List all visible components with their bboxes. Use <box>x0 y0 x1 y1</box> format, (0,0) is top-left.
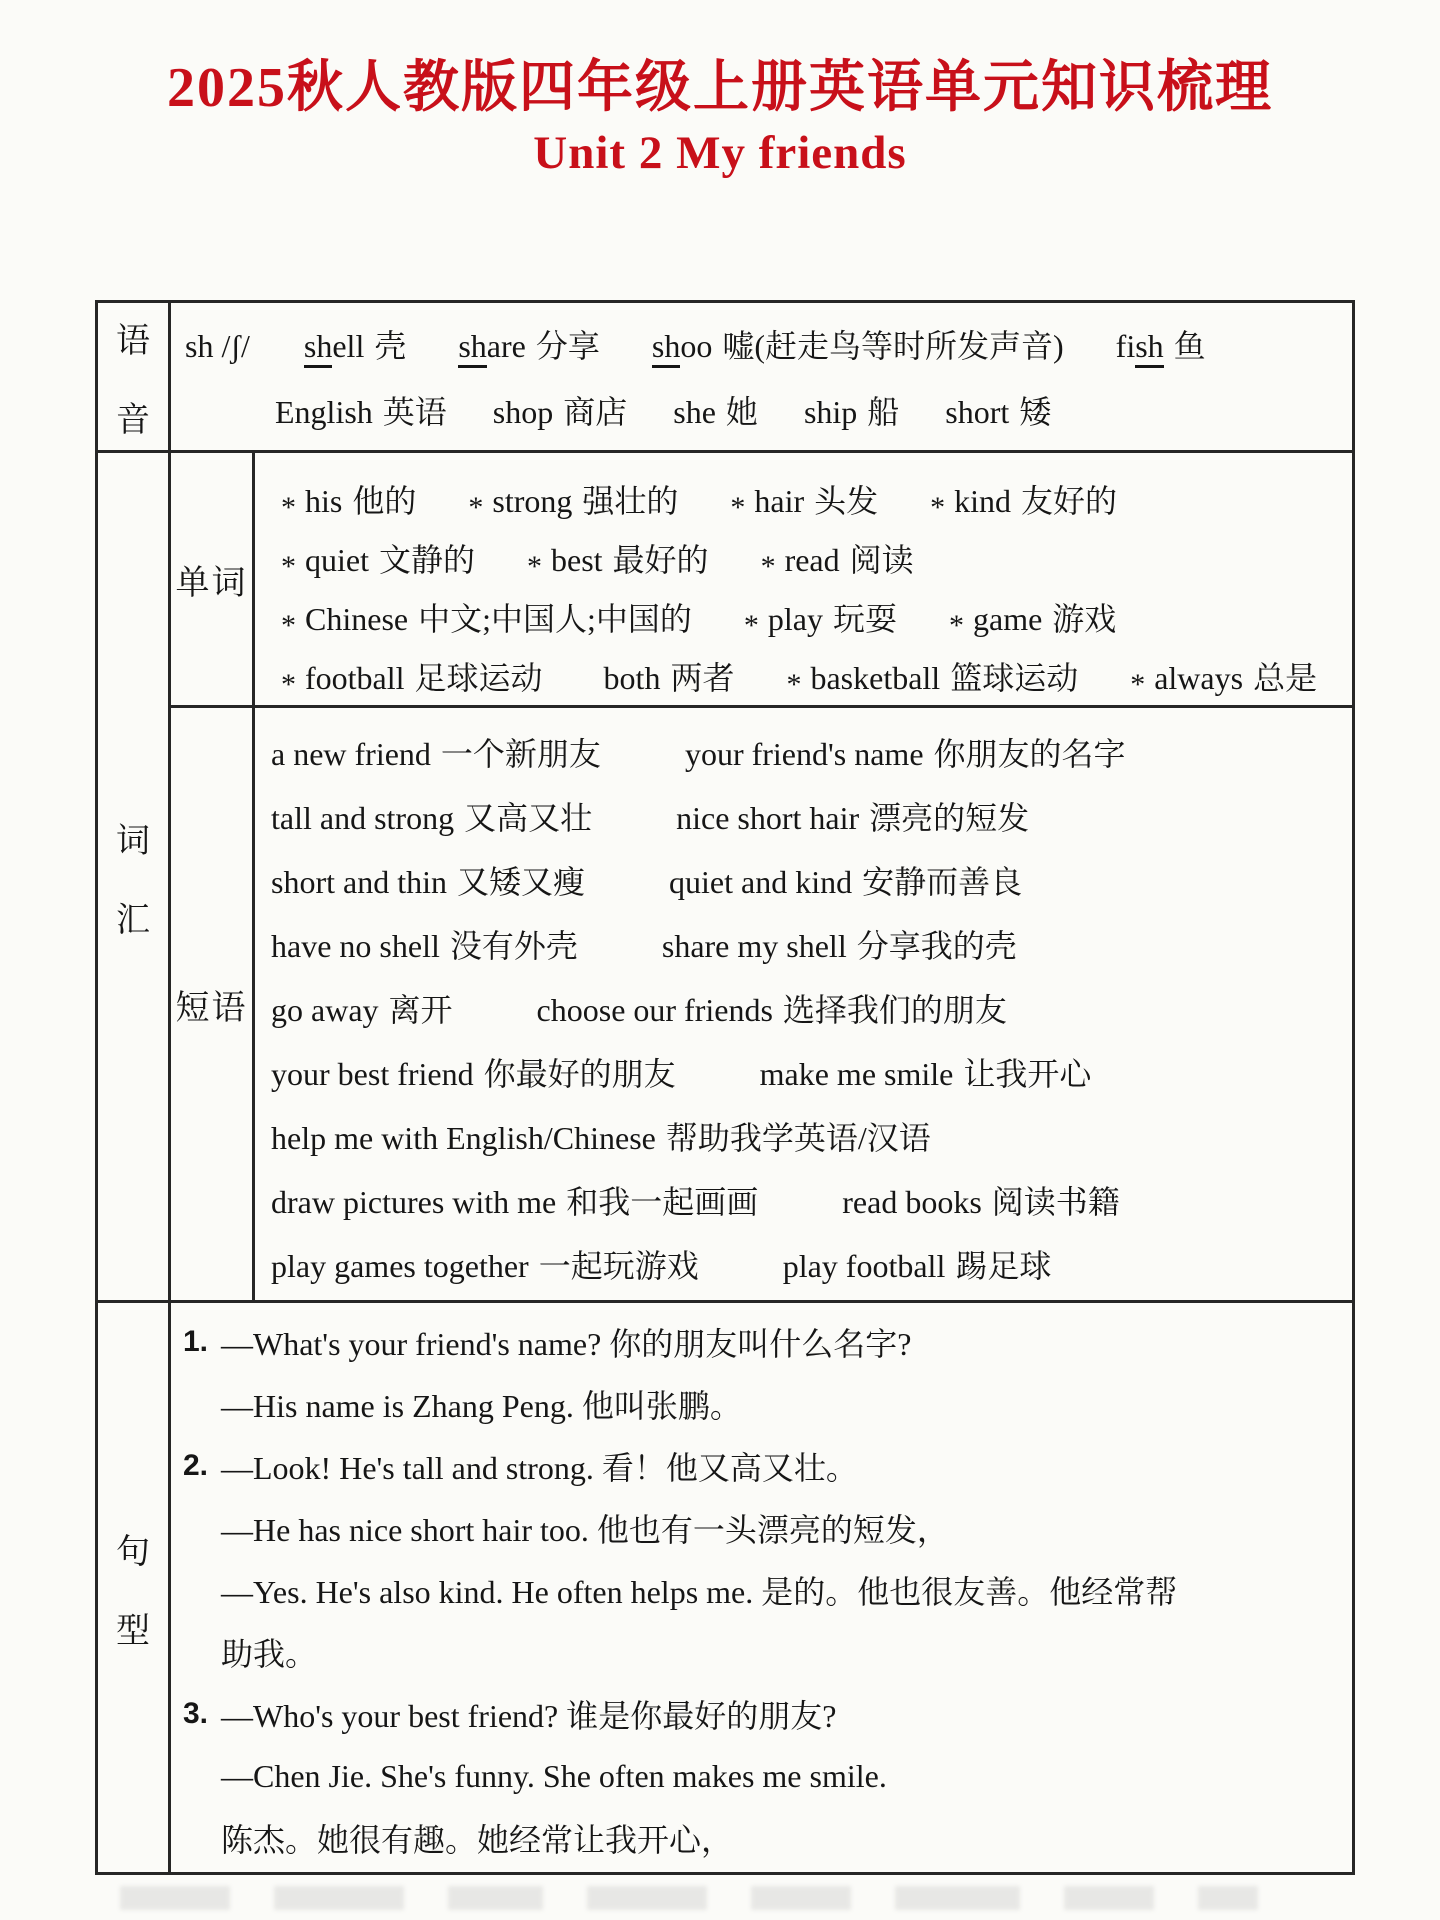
sentence-line <box>171 1435 1338 1497</box>
sentence-text: 陈杰。她很有趣。她经常让我开心， <box>221 1822 734 1858</box>
phrases-line <box>271 848 1352 912</box>
phrase-meaning: 离开 <box>388 992 453 1028</box>
phrase-meaning: 又高又壮 <box>464 800 593 836</box>
phonics-row-label <box>98 303 171 450</box>
page-subtitle: Unit 2 My friends <box>533 127 907 180</box>
word-meaning: 篮球运动 <box>950 659 1079 696</box>
phrase-item: draw pictures with me 和我一起画画 <box>271 1184 759 1220</box>
watermark-blot <box>448 1886 543 1910</box>
page-header <box>0 0 1440 180</box>
words-line <box>281 646 1352 705</box>
word-item: * game 游戏 <box>949 600 1117 642</box>
word-meaning: 船 <box>867 393 900 430</box>
phrase-item: play games together 一起玩游戏 <box>271 1248 699 1284</box>
words-line <box>281 528 1352 587</box>
word-item: * basketball 篮球运动 <box>786 659 1079 701</box>
phrase-item: short and thin 又矮又瘦 <box>271 864 585 900</box>
sentence-line <box>171 1497 1338 1559</box>
phrase-meaning: 阅读书籍 <box>991 1184 1120 1220</box>
word-meaning: 分享 <box>535 327 600 364</box>
words-subrow <box>171 453 1352 708</box>
phrase-meaning: 一起玩游戏 <box>538 1248 699 1284</box>
word-item: * kind 友好的 <box>930 482 1118 524</box>
words-content <box>255 453 1352 705</box>
phrase-meaning: 你最好的朋友 <box>483 1056 676 1092</box>
words-line <box>281 469 1352 528</box>
word-meaning: 最好的 <box>612 541 709 578</box>
phrase-item: your best friend 你最好的朋友 <box>271 1056 676 1092</box>
star-marker: * <box>930 490 946 524</box>
vocab-label-char: 汇 <box>116 901 150 939</box>
vocab-inner <box>171 453 1352 1300</box>
phrases-content <box>255 708 1352 1300</box>
phrase-item: share my shell 分享我的壳 <box>661 928 1017 964</box>
phrase-meaning: 踢足球 <box>955 1248 1052 1284</box>
phrases-line <box>271 1040 1352 1104</box>
phrases-line <box>271 784 1352 848</box>
word-meaning: 总是 <box>1253 659 1318 696</box>
phrase-meaning: 你朋友的名字 <box>933 736 1126 772</box>
phrase-meaning: 帮助我学英语/汉语 <box>665 1120 931 1156</box>
word-item: * Chinese 中文;中国人;中国的 <box>281 600 692 642</box>
phrase-meaning: 漂亮的短发 <box>869 800 1030 836</box>
sentence-number: 2. <box>183 1449 209 1482</box>
phonics-word: share 分享 <box>458 321 600 367</box>
word-item: both 两者 <box>603 659 735 696</box>
word-meaning: 矮 <box>1019 393 1052 430</box>
phrase-item: quiet and kind 安静而善良 <box>669 864 1023 900</box>
word-meaning: 鱼 <box>1173 327 1206 364</box>
phrase-item: read books 阅读书籍 <box>842 1184 1120 1220</box>
word-meaning: 足球运动 <box>414 659 543 696</box>
phonics-word: short 矮 <box>945 393 1052 430</box>
word-meaning: 壳 <box>374 327 407 364</box>
word-item: * best 最好的 <box>527 541 709 583</box>
phonics-row <box>98 303 1352 453</box>
phonics-digraph: sh /ʃ/ <box>185 327 250 364</box>
star-marker: * <box>743 608 759 642</box>
knowledge-table <box>95 300 1355 1875</box>
word-meaning: 友好的 <box>1021 482 1118 519</box>
sentence-text: —Look! He's tall and strong. 看！他又高又壮。 <box>221 1450 858 1486</box>
phrase-meaning: 选择我们的朋友 <box>782 992 1007 1028</box>
word-item: * hair 头发 <box>730 482 879 524</box>
sentence-line <box>171 1745 1338 1807</box>
phrase-meaning: 和我一起画画 <box>566 1184 759 1220</box>
sentence-text: —He has nice short hair too. 他也有一头漂亮的短发， <box>221 1512 949 1548</box>
word-meaning: 商店 <box>563 393 628 430</box>
word-meaning: 两者 <box>670 659 735 696</box>
phrases-line <box>271 976 1352 1040</box>
word-meaning: 阅读 <box>849 541 914 578</box>
word-item: * strong 强壮的 <box>468 482 679 524</box>
star-marker: * <box>730 490 746 524</box>
sentences-content <box>171 1303 1352 1872</box>
phonics-line-1 <box>185 321 1352 367</box>
phrase-item: nice short hair 漂亮的短发 <box>676 800 1030 836</box>
phonics-word: ship 船 <box>803 393 900 430</box>
phonics-word: shell 壳 <box>304 321 406 367</box>
word-item: * quiet 文静的 <box>281 541 475 583</box>
underlined-digraph: sh <box>458 328 486 368</box>
sentences-label-char: 型 <box>116 1612 150 1650</box>
sentence-text: 助我。 <box>221 1636 318 1672</box>
word-item: * always 总是 <box>1130 659 1318 701</box>
sentence-text: —What's your friend's name? 你的朋友叫什么名字? <box>221 1326 912 1362</box>
word-meaning: 他的 <box>352 482 417 519</box>
words-line <box>281 587 1352 646</box>
page-title: 2025秋人教版四年级上册英语单元知识梳理 <box>167 57 1273 119</box>
watermark-blot <box>751 1886 851 1910</box>
phrase-item: tall and strong 又高又壮 <box>271 800 593 836</box>
phonics-word: she 她 <box>673 393 758 430</box>
star-marker: * <box>281 490 296 524</box>
sentence-number: 3. <box>183 1697 209 1730</box>
word-meaning: 中文;中国人;中国的 <box>418 600 692 637</box>
star-marker: * <box>527 549 542 583</box>
underlined-digraph: sh <box>304 328 332 368</box>
word-meaning: 她 <box>725 393 758 430</box>
phrases-sublabel: 短语 <box>171 708 255 1300</box>
phrase-meaning: 没有外壳 <box>449 928 578 964</box>
watermark-blot <box>120 1886 230 1910</box>
star-marker: * <box>1130 667 1146 701</box>
word-item: * play 玩耍 <box>743 600 897 642</box>
watermark-blot <box>895 1886 1020 1910</box>
phrase-item: make me smile 让我开心 <box>759 1056 1092 1092</box>
phrase-item: your friend's name 你朋友的名字 <box>684 736 1126 772</box>
word-meaning: 头发 <box>814 482 879 519</box>
phrase-meaning: 分享我的壳 <box>856 928 1017 964</box>
phrase-item: choose our friends 选择我们的朋友 <box>536 992 1007 1028</box>
sentence-line <box>171 1559 1338 1621</box>
vocab-row-label <box>98 453 171 1300</box>
phrases-line <box>271 720 1352 784</box>
vocab-row <box>98 453 1352 1303</box>
phrase-meaning: 又矮又瘦 <box>456 864 585 900</box>
phrases-line <box>271 912 1352 976</box>
watermark-blot <box>587 1886 707 1910</box>
sentence-line <box>171 1373 1338 1435</box>
word-item: * his 他的 <box>281 482 417 524</box>
sentence-number: 1. <box>183 1325 209 1358</box>
vocab-label-char: 词 <box>116 822 150 860</box>
phrases-line <box>271 1168 1352 1232</box>
star-marker: * <box>281 608 296 642</box>
phrase-item: play football 踢足球 <box>782 1248 1052 1284</box>
phonics-content <box>171 303 1352 450</box>
sentence-line <box>171 1683 1338 1745</box>
phonics-word: shoo 嘘(赶走鸟等时所发声音) <box>652 321 1064 367</box>
word-item: * read 阅读 <box>760 541 914 583</box>
phrases-line <box>271 1232 1352 1296</box>
word-item: * football 足球运动 <box>281 659 543 701</box>
star-marker: * <box>949 608 964 642</box>
phrase-item: have no shell 没有外壳 <box>271 928 578 964</box>
underlined-digraph: sh <box>1135 328 1163 368</box>
sentence-text: —His name is Zhang Peng. 他叫张鹏。 <box>221 1388 742 1424</box>
word-meaning: 强壮的 <box>582 482 679 519</box>
phrase-item: go away 离开 <box>271 992 453 1028</box>
sentences-row <box>98 1303 1352 1872</box>
watermark-blot <box>1198 1886 1258 1910</box>
underlined-digraph: sh <box>652 328 680 368</box>
watermark-blot <box>274 1886 404 1910</box>
phonics-label-char: 音 <box>116 401 150 439</box>
sentence-text: —Yes. He's also kind. He often helps me. 是的。他也很友善。他经常帮 <box>221 1574 1178 1610</box>
phonics-label-char: 语 <box>116 322 150 360</box>
phrases-line <box>271 1104 1352 1168</box>
phrase-item: a new friend 一个新朋友 <box>271 736 601 772</box>
phrases-subrow <box>171 708 1352 1300</box>
phonics-word: fish 鱼 <box>1116 321 1206 367</box>
watermark-blot <box>1064 1886 1154 1910</box>
phrase-meaning: 安静而善良 <box>862 864 1023 900</box>
word-meaning: 玩耍 <box>832 600 897 637</box>
sentences-label-char: 句 <box>116 1533 150 1571</box>
phonics-word: English 英语 <box>275 393 447 430</box>
star-marker: * <box>468 490 484 524</box>
word-meaning: 文静的 <box>378 541 475 578</box>
star-marker: * <box>786 667 802 701</box>
star-marker: * <box>760 549 776 583</box>
star-marker: * <box>281 667 296 701</box>
sentence-text: —Chen Jie. She's funny. She often makes me smile. <box>221 1757 887 1794</box>
phrase-meaning: 让我开心 <box>963 1056 1092 1092</box>
faint-watermark-row <box>120 1886 1340 1910</box>
sentence-line <box>171 1807 1338 1869</box>
sentence-line <box>171 1621 1338 1683</box>
phrase-meaning: 一个新朋友 <box>440 736 601 772</box>
words-sublabel: 单词 <box>171 453 255 705</box>
phrase-item: help me with English/Chinese 帮助我学英语/汉语 <box>271 1120 931 1156</box>
sentence-line <box>171 1311 1338 1373</box>
sentence-text: —Who's your best friend? 谁是你最好的朋友? <box>221 1698 837 1734</box>
word-meaning: 英语 <box>382 393 447 430</box>
word-meaning: 游戏 <box>1052 600 1117 637</box>
phonics-word: shop 商店 <box>492 393 628 430</box>
star-marker: * <box>281 549 296 583</box>
word-meaning: 嘘(赶走鸟等时所发声音) <box>722 327 1064 364</box>
sentences-row-label <box>98 1303 171 1872</box>
phonics-line-2 <box>185 387 1352 433</box>
